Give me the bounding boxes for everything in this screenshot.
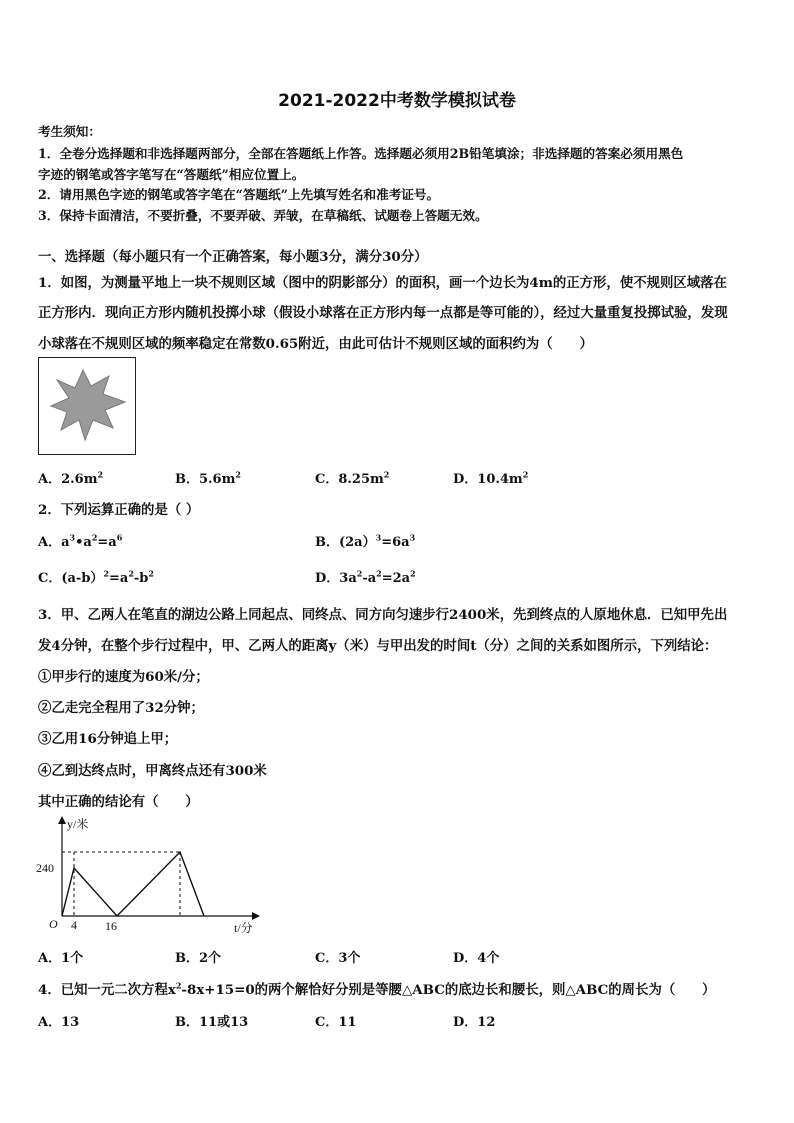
q3-distance-time-graph xyxy=(34,810,264,938)
q1-option-b[interactable]: B．$5.6m^2$ xyxy=(175,469,241,487)
q3-conclusion-4: ④乙到达终点时，甲离终点还有300米 xyxy=(38,763,267,779)
q2-option-c[interactable]: C．$(a-b)^2=a^2-b^2$ xyxy=(38,568,154,586)
q3-option-a[interactable]: A．1个 xyxy=(38,951,84,966)
q3-conclusion-1: ①甲步行的速度为60米/分； xyxy=(38,669,209,685)
q3-conclusion-2: ②乙走完全程用了32分钟； xyxy=(38,700,204,716)
x-axis-arrow xyxy=(252,912,260,920)
q2-option-d[interactable]: D．$3a^2-a^2=2a^2$ xyxy=(315,568,416,586)
q3-option-c[interactable]: C．3个 xyxy=(315,951,361,966)
origin-label: O xyxy=(49,917,58,931)
q1-option-c[interactable]: C．$8.25m^2$ xyxy=(315,469,390,487)
q1-stem-line1: 1．如图，为测量平地上一块不规则区域（图中的阴影部分）的面积，画一个边长为4m的正方形，使不规则区域落在 xyxy=(38,275,727,291)
q4-option-c[interactable]: C．11 xyxy=(315,1015,357,1030)
notice-item-3: 3．保持卡面清洁，不要折叠，不要弄破、弄皱，在草稿纸、试题卷上答题无效。 xyxy=(38,208,488,223)
q4-stem: 4．已知一元二次方程$x^2-8x+15=0$的两个解恰好分别是等腰△ABC的底边长和腰长，则△ABC的周长为（ ） xyxy=(38,980,716,998)
q3-ask: 其中正确的结论有（ ） xyxy=(38,794,199,810)
section-heading: 一、选择题（每小题只有一个正确答案，每小题3分，满分30分） xyxy=(38,249,428,265)
x-tick-16: 16 xyxy=(105,919,117,933)
notice-heading: 考生须知： xyxy=(38,124,101,139)
notice-item-1b: 字迹的钢笔或答字笔写在“答题纸”相应位置上。 xyxy=(38,167,305,182)
q2-option-a[interactable]: A．$a^3•a^2=a^6$ xyxy=(38,532,123,550)
q3-stem-line2: 发4分钟，在整个步行过程中，甲、乙两人的距离y（米）与甲出发的时间t（分）之间的关系如图所示，下列结论： xyxy=(38,638,718,654)
q2-option-b[interactable]: B．$(2a)^3=6a^3$ xyxy=(315,532,416,550)
q1-stem-line3: 小球落在不规则区域的频率稳定在常数0.65附近，由此可估计不规则区域的面积约为（ ） xyxy=(38,336,593,352)
q1-square-figure xyxy=(38,357,136,455)
q4-option-a[interactable]: A．13 xyxy=(38,1015,80,1030)
y-tick-240: 240 xyxy=(36,861,54,875)
x-tick-4: 4 xyxy=(71,918,77,932)
q2-stem: 2．下列运算正确的是（ ） xyxy=(38,502,200,518)
q3-option-d[interactable]: D．4个 xyxy=(453,951,500,966)
y-axis-label: y/米 xyxy=(67,817,89,831)
y-axis-arrow xyxy=(58,816,66,824)
q4-option-b[interactable]: B．11或13 xyxy=(175,1015,249,1030)
notice-item-2: 2．请用黑色字迹的钢笔或答字笔在“答题纸”上先填写姓名和准考证号。 xyxy=(38,187,440,202)
q1-option-d[interactable]: D．$10.4m^2$ xyxy=(453,469,529,487)
q3-conclusion-3: ③乙用16分钟追上甲； xyxy=(38,731,178,747)
q3-option-b[interactable]: B．2个 xyxy=(175,951,222,966)
page-title: 2021-2022中考数学模拟试卷 xyxy=(278,91,516,111)
distance-curve xyxy=(62,852,204,916)
irregular-region-shape xyxy=(39,358,135,454)
q1-option-a[interactable]: A．$2.6m^2$ xyxy=(38,469,104,487)
q4-option-d[interactable]: D．12 xyxy=(453,1015,496,1030)
q3-stem-line1: 3．甲、乙两人在笔直的湖边公路上同起点、同终点、同方向匀速步行2400米，先到终点的人原地休息．已知甲先出 xyxy=(38,607,728,623)
q1-stem-line2: 正方形内．现向正方形内随机投掷小球（假设小球落在正方形内每一点都是等可能的），经过大量重复投掷试验，发现 xyxy=(38,305,728,321)
x-axis-label: t/分 xyxy=(234,921,253,935)
notice-item-1a: 1．全卷分选择题和非选择题两部分，全部在答题纸上作答。选择题必须用2B铅笔填涂；非选择题的答案必须用黑色 xyxy=(38,146,684,161)
